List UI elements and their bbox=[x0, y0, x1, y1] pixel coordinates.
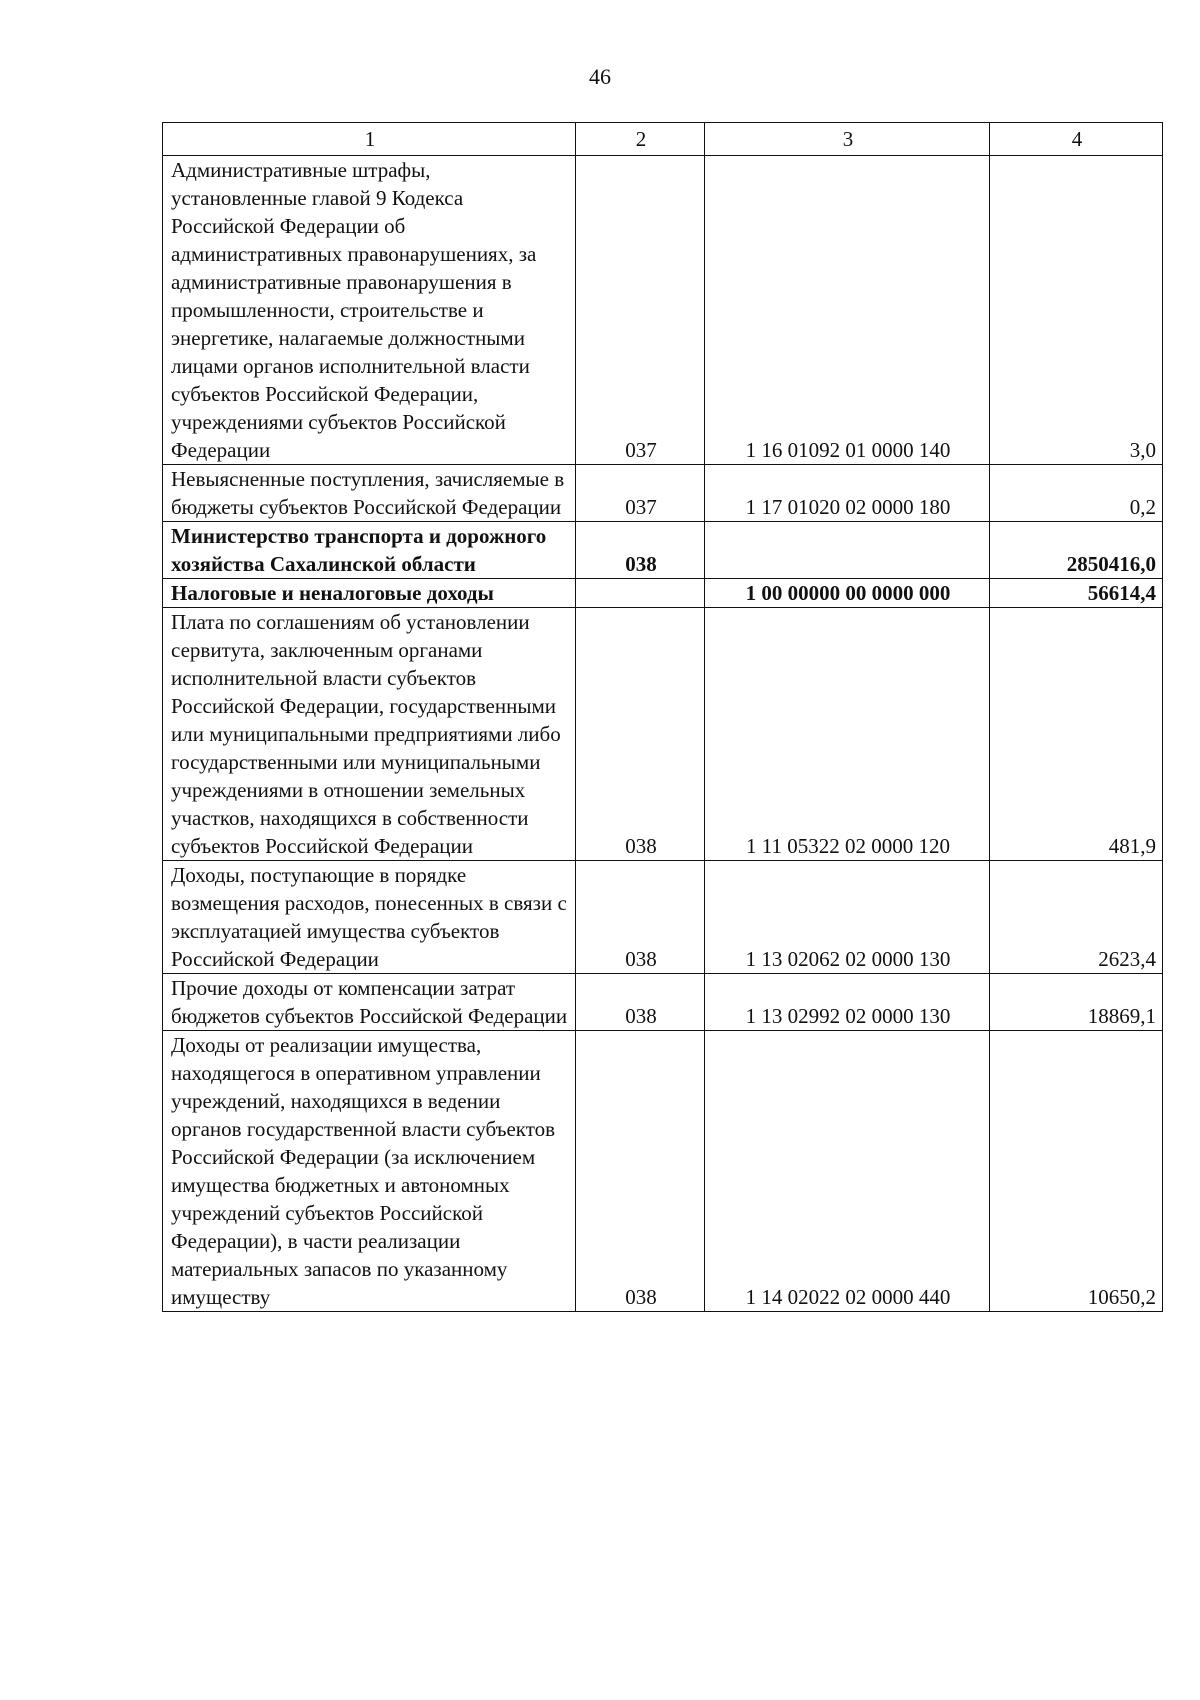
budget-classification-code-cell bbox=[705, 522, 990, 579]
revenue-table bbox=[162, 122, 1163, 1312]
income-name-cell: Доходы, поступающие в порядке возмещения расходов, понесенных в связи с эксплуатацией имущества субъектов Российской Федерации bbox=[163, 861, 576, 974]
header-row bbox=[163, 123, 1163, 156]
table-row bbox=[163, 1031, 1163, 1312]
column-header-1: 1 bbox=[163, 123, 576, 156]
budget-classification-code-cell: 1 14 02022 02 0000 440 bbox=[705, 1031, 990, 1312]
amount-cell: 2850416,0 bbox=[990, 522, 1163, 579]
admin-code-cell bbox=[576, 579, 705, 608]
admin-code-cell: 037 bbox=[576, 465, 705, 522]
budget-classification-code-cell: 1 00 00000 00 0000 000 bbox=[705, 579, 990, 608]
column-header-3: 3 bbox=[705, 123, 990, 156]
budget-classification-code-cell: 1 17 01020 02 0000 180 bbox=[705, 465, 990, 522]
table-row bbox=[163, 522, 1163, 579]
amount-cell: 3,0 bbox=[990, 156, 1163, 465]
table-row bbox=[163, 608, 1163, 861]
admin-code-cell: 038 bbox=[576, 608, 705, 861]
budget-classification-code-cell: 1 16 01092 01 0000 140 bbox=[705, 156, 990, 465]
table-row bbox=[163, 579, 1163, 608]
page-number: 46 bbox=[589, 64, 611, 89]
admin-code-cell: 038 bbox=[576, 1031, 705, 1312]
table-row bbox=[163, 861, 1163, 974]
table-row bbox=[163, 156, 1163, 465]
amount-cell: 18869,1 bbox=[990, 974, 1163, 1031]
amount-cell: 2623,4 bbox=[990, 861, 1163, 974]
income-name-cell: Невыясненные поступления, зачисляемые в бюджеты субъектов Российской Федерации bbox=[163, 465, 576, 522]
income-name-cell: Доходы от реализации имущества, находящегося в оперативном управлении учреждений, находящихся в ведении органов государственной власти субъектов Российской Федерации (за исключением имущества бюджетных и автономных учреждений субъектов Российской Федерации), в части реализации материальных запасов по указанному имуществу bbox=[163, 1031, 576, 1312]
budget-classification-code-cell: 1 11 05322 02 0000 120 bbox=[705, 608, 990, 861]
admin-code-cell: 038 bbox=[576, 861, 705, 974]
amount-cell: 56614,4 bbox=[990, 579, 1163, 608]
table-row bbox=[163, 465, 1163, 522]
table-row bbox=[163, 974, 1163, 1031]
income-name-cell: Прочие доходы от компенсации затрат бюджетов субъектов Российской Федерации bbox=[163, 974, 576, 1031]
amount-cell: 10650,2 bbox=[990, 1031, 1163, 1312]
income-name-cell: Административные штрафы, установленные главой 9 Кодекса Российской Федерации об административных правонарушениях, за административные правонарушения в промышленности, строительстве и энергетике, налагаемые должностными лицами органов исполнительной власти субъектов Российской Федерации, учреждениями субъектов Российской Федерации bbox=[163, 156, 576, 465]
income-name-cell: Плата по соглашениям об установлении сервитута, заключенным органами исполнительной власти субъектов Российской Федерации, государственными или муниципальными предприятиями либо государственными или муниципальными учреждениями в отношении земельных участков, находящихся в собственности субъектов Российской Федерации bbox=[163, 608, 576, 861]
table-body bbox=[163, 156, 1163, 1312]
column-header-2: 2 bbox=[576, 123, 705, 156]
income-name-cell: Налоговые и неналоговые доходы bbox=[163, 579, 576, 608]
admin-code-cell: 038 bbox=[576, 974, 705, 1031]
column-header-4: 4 bbox=[990, 123, 1163, 156]
amount-cell: 481,9 bbox=[990, 608, 1163, 861]
budget-classification-code-cell: 1 13 02062 02 0000 130 bbox=[705, 861, 990, 974]
budget-classification-code-cell: 1 13 02992 02 0000 130 bbox=[705, 974, 990, 1031]
admin-code-cell: 038 bbox=[576, 522, 705, 579]
admin-code-cell: 037 bbox=[576, 156, 705, 465]
income-name-cell: Министерство транспорта и дорожного хозяйства Сахалинской области bbox=[163, 522, 576, 579]
amount-cell: 0,2 bbox=[990, 465, 1163, 522]
